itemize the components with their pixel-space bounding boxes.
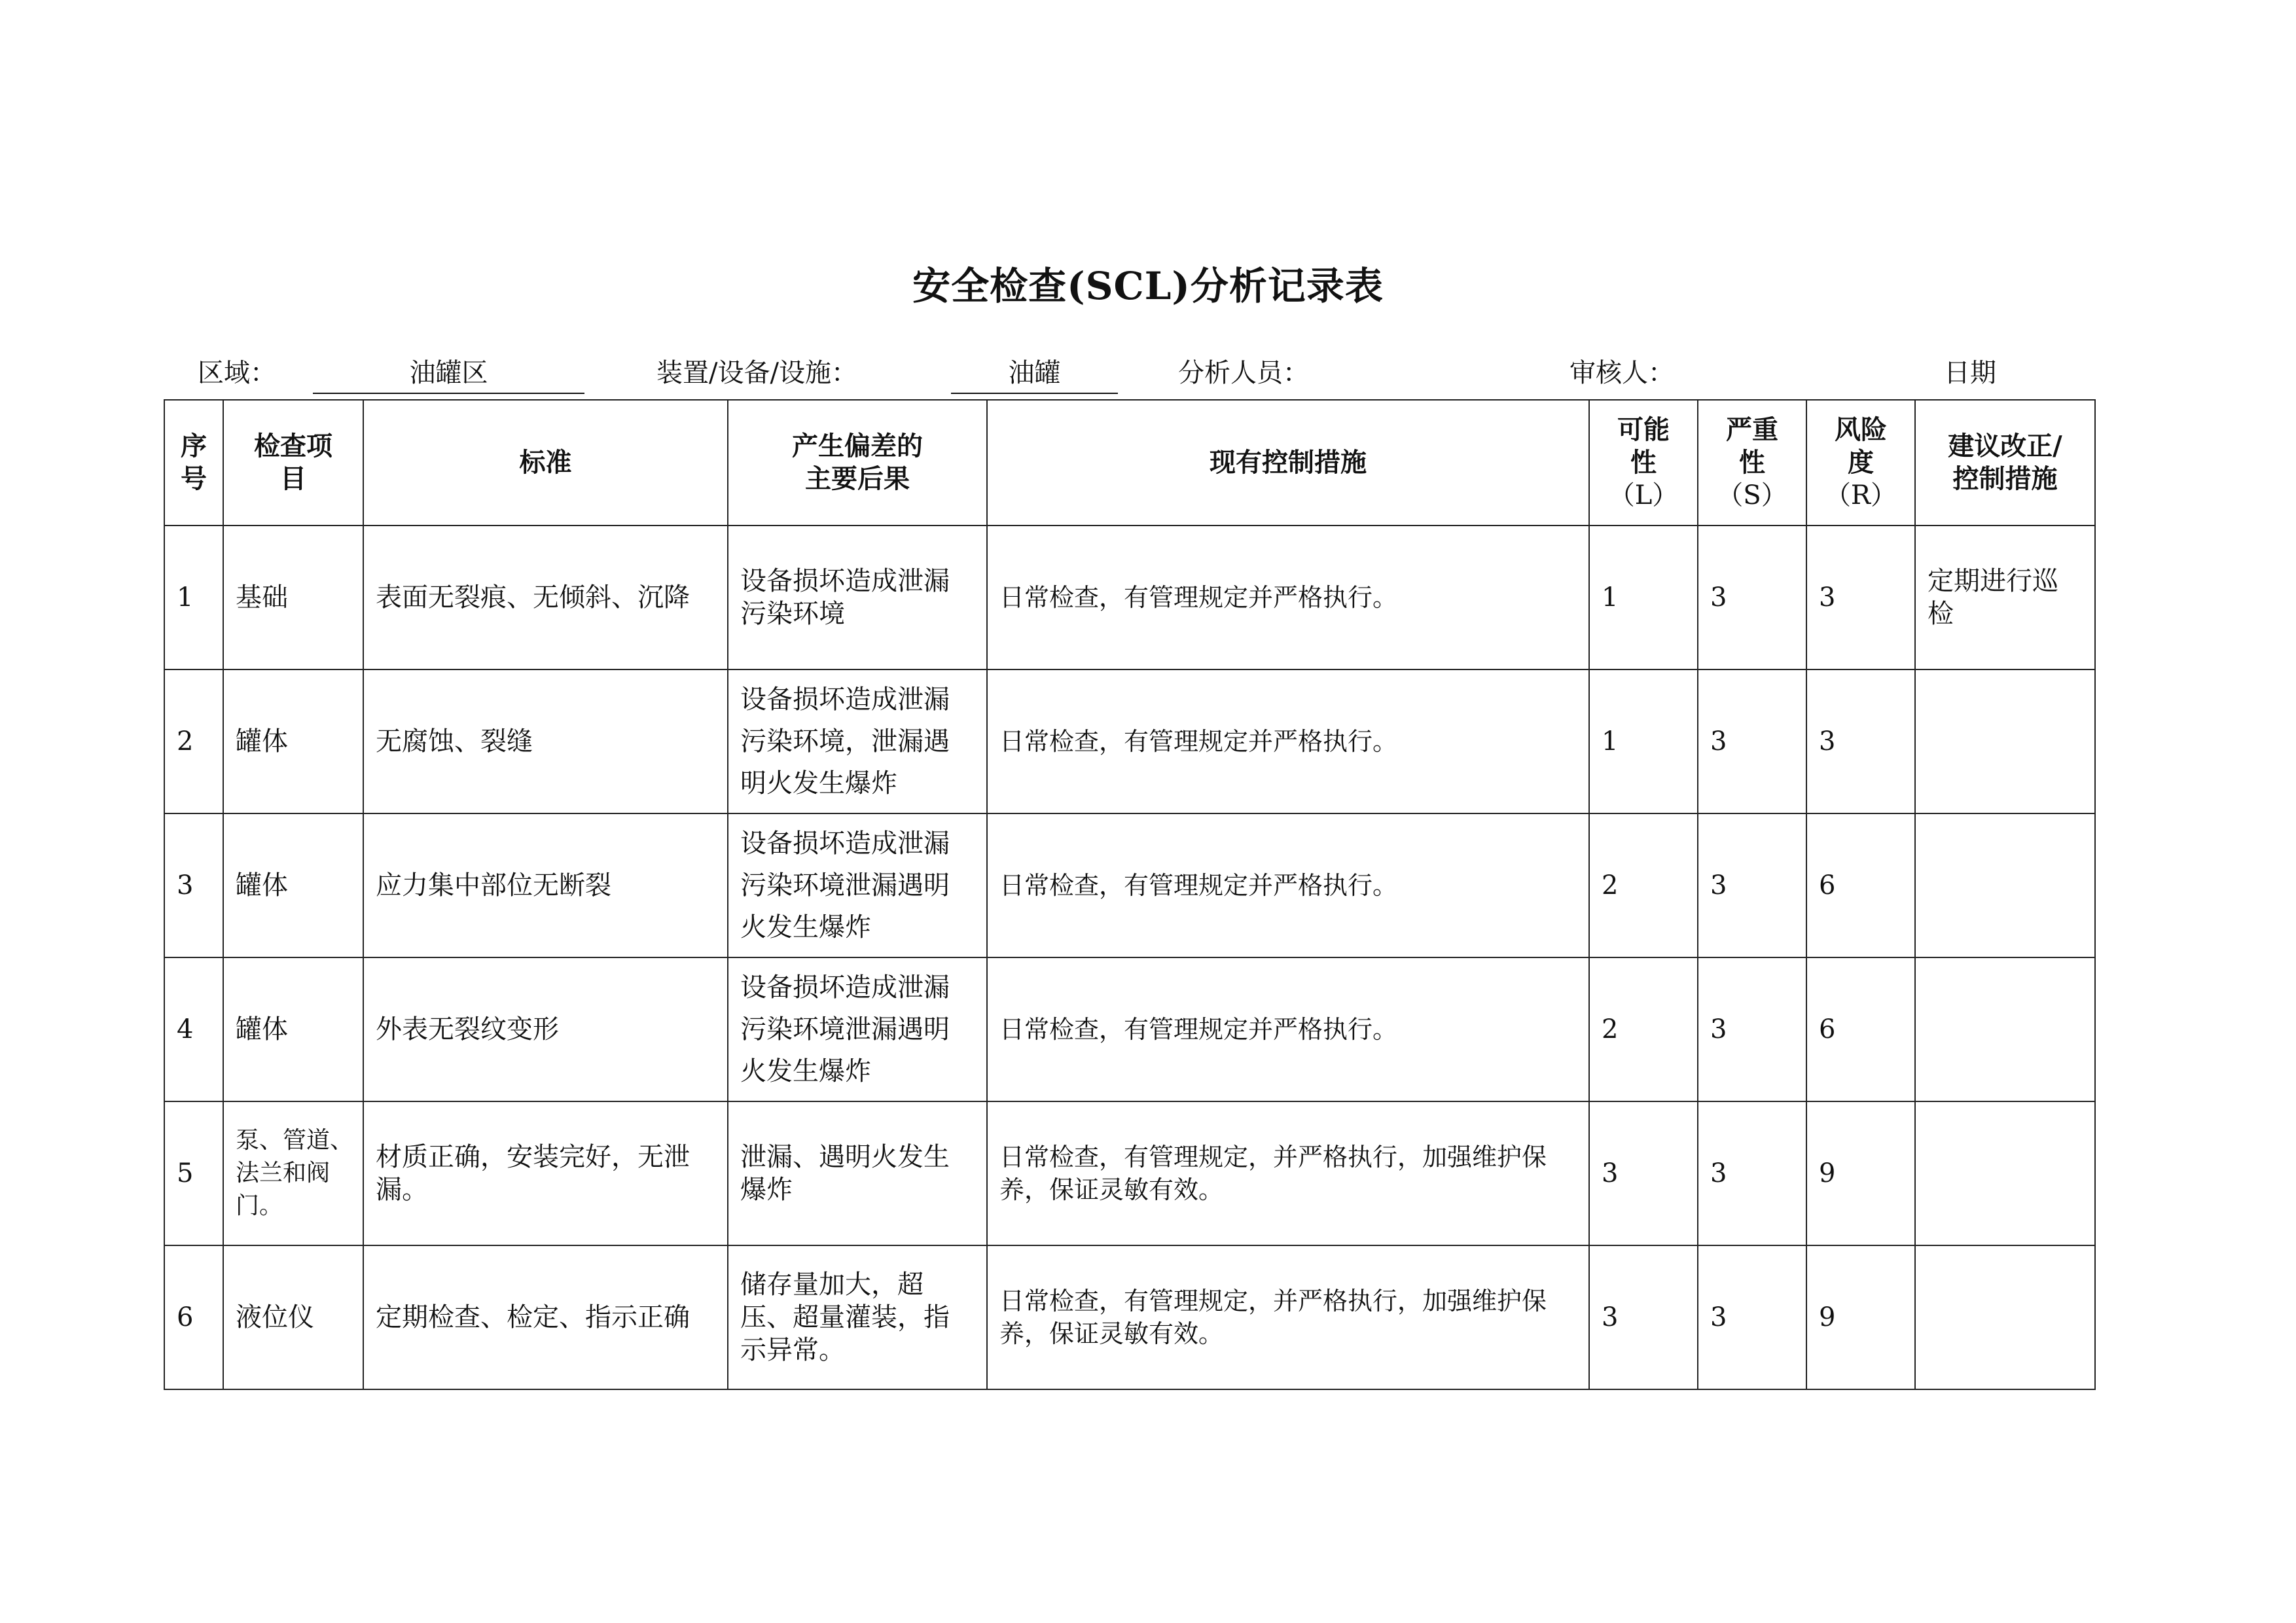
cell-risk: 6 <box>1806 813 1915 957</box>
header-likelihood: 可能 性 （L） <box>1589 400 1698 526</box>
cell-item: 罐体 <box>223 813 363 957</box>
cell-likelihood: 1 <box>1589 526 1698 669</box>
device-label: 装置/设备/设施： <box>656 358 857 388</box>
cell-no: 2 <box>164 669 223 813</box>
device-value: 油罐 <box>951 353 1118 394</box>
cell-suggestion <box>1915 813 2095 957</box>
cell-likelihood: 1 <box>1589 669 1698 813</box>
cell-severity: 3 <box>1698 957 1806 1101</box>
cell-standard: 应力集中部位无断裂 <box>363 813 728 957</box>
header-severity: 严重 性 （S） <box>1698 400 1806 526</box>
cell-consequence: 储存量加大，超压、超量灌装，指示异常。 <box>728 1245 987 1389</box>
cell-severity: 3 <box>1698 669 1806 813</box>
cell-suggestion: 定期进行巡检 <box>1915 526 2095 669</box>
header-no: 序 号 <box>164 400 223 526</box>
cell-control: 日常检查，有管理规定并严格执行。 <box>987 669 1589 813</box>
cell-likelihood: 2 <box>1589 813 1698 957</box>
table-row <box>164 526 2095 669</box>
cell-item: 泵、管道、法兰和阀门。 <box>223 1101 363 1245</box>
header-standard: 标准 <box>363 400 728 526</box>
cell-standard: 外表无裂纹变形 <box>363 957 728 1101</box>
cell-control: 日常检查，有管理规定并严格执行。 <box>987 526 1589 669</box>
area-value: 油罐区 <box>313 353 584 394</box>
cell-no: 1 <box>164 526 223 669</box>
scl-table <box>164 399 2096 1390</box>
cell-suggestion <box>1915 669 2095 813</box>
cell-no: 6 <box>164 1245 223 1389</box>
cell-item: 基础 <box>223 526 363 669</box>
table-row <box>164 813 2095 957</box>
cell-no: 4 <box>164 957 223 1101</box>
cell-risk: 9 <box>1806 1245 1915 1389</box>
date-label: 日期 <box>1944 358 1996 388</box>
analyst-label: 分析人员： <box>1178 358 1309 388</box>
cell-risk: 3 <box>1806 669 1915 813</box>
cell-suggestion <box>1915 1245 2095 1389</box>
reviewer-label: 审核人： <box>1570 358 1674 388</box>
cell-severity: 3 <box>1698 526 1806 669</box>
cell-severity: 3 <box>1698 1245 1806 1389</box>
cell-consequence: 设备损坏造成泄漏污染环境泄漏遇明火发生爆炸 <box>728 957 987 1101</box>
cell-likelihood: 3 <box>1589 1101 1698 1245</box>
cell-control: 日常检查，有管理规定并严格执行。 <box>987 957 1589 1101</box>
cell-control: 日常检查，有管理规定，并严格执行，加强维护保养，保证灵敏有效。 <box>987 1101 1589 1245</box>
cell-consequence: 泄漏、遇明火发生爆炸 <box>728 1101 987 1245</box>
header-control: 现有控制措施 <box>987 400 1589 526</box>
cell-suggestion <box>1915 1101 2095 1245</box>
cell-consequence: 设备损坏造成泄漏污染环境 <box>728 526 987 669</box>
page-title: 安全检查(SCL)分析记录表 <box>912 264 1384 308</box>
header-risk: 风险 度 （R） <box>1806 400 1915 526</box>
cell-consequence: 设备损坏造成泄漏污染环境，泄漏遇明火发生爆炸 <box>728 669 987 813</box>
cell-item: 罐体 <box>223 669 363 813</box>
cell-control: 日常检查，有管理规定并严格执行。 <box>987 813 1589 957</box>
cell-standard: 表面无裂痕、无倾斜、沉降 <box>363 526 728 669</box>
cell-consequence: 设备损坏造成泄漏污染环境泄漏遇明火发生爆炸 <box>728 813 987 957</box>
cell-no: 3 <box>164 813 223 957</box>
cell-suggestion <box>1915 957 2095 1101</box>
cell-severity: 3 <box>1698 813 1806 957</box>
header-consequence: 产生偏差的 主要后果 <box>728 400 987 526</box>
header-suggestion: 建议改正/ 控制措施 <box>1915 400 2095 526</box>
cell-standard: 无腐蚀、裂缝 <box>363 669 728 813</box>
area-label: 区域： <box>198 358 276 388</box>
table-header-row <box>164 400 2095 526</box>
cell-item: 液位仪 <box>223 1245 363 1389</box>
cell-likelihood: 3 <box>1589 1245 1698 1389</box>
table-row <box>164 669 2095 813</box>
cell-risk: 3 <box>1806 526 1915 669</box>
meta-row <box>0 353 2296 393</box>
cell-risk: 9 <box>1806 1101 1915 1245</box>
cell-standard: 材质正确，安装完好，无泄漏。 <box>363 1101 728 1245</box>
cell-control: 日常检查，有管理规定，并严格执行，加强维护保养，保证灵敏有效。 <box>987 1245 1589 1389</box>
cell-risk: 6 <box>1806 957 1915 1101</box>
table-row <box>164 957 2095 1101</box>
cell-item: 罐体 <box>223 957 363 1101</box>
header-item: 检查项 目 <box>223 400 363 526</box>
cell-no: 5 <box>164 1101 223 1245</box>
cell-standard: 定期检查、检定、指示正确 <box>363 1245 728 1389</box>
table-row <box>164 1245 2095 1389</box>
table-row <box>164 1101 2095 1245</box>
cell-likelihood: 2 <box>1589 957 1698 1101</box>
cell-severity: 3 <box>1698 1101 1806 1245</box>
